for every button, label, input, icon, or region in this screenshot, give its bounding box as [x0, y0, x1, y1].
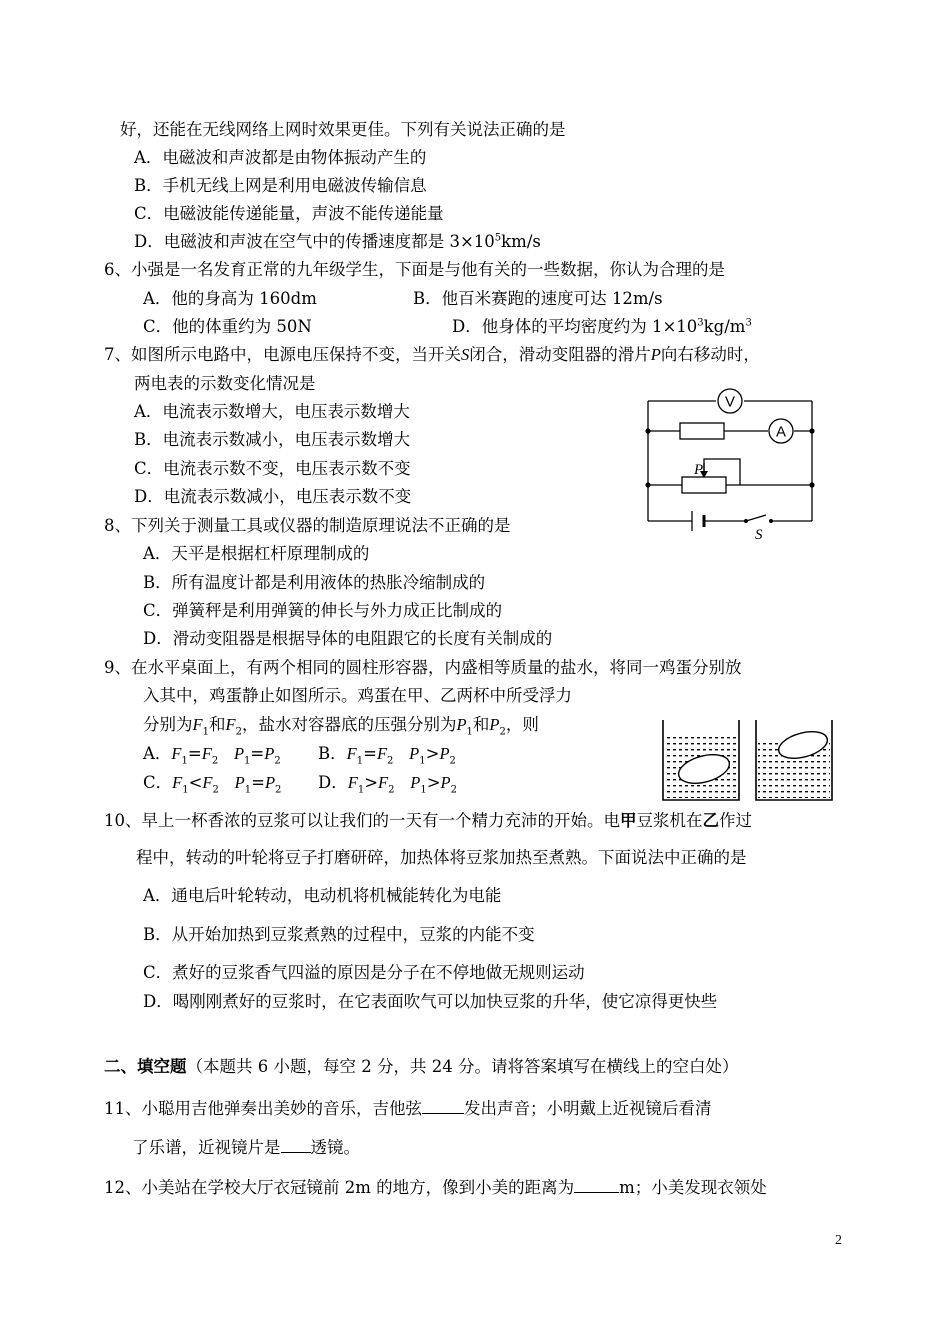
q6-option-d: [452, 317, 752, 337]
junction-dot: [809, 482, 814, 487]
switch-contact-left: [744, 519, 748, 523]
q10-option-a: A．通电后叶轮转动，电动机将机械能转化为电能: [143, 886, 502, 905]
q9-opt-letter: B．: [318, 744, 347, 763]
q9-sub: 2: [499, 726, 506, 738]
voltmeter-label: V: [724, 393, 736, 411]
q9-text: ，则: [505, 715, 539, 734]
q9-text: ，盐水对容器底的压强分别为: [241, 715, 457, 734]
q9-var-p: P: [489, 715, 500, 734]
q9-option-a: [143, 744, 281, 767]
q9-op: =: [187, 744, 202, 763]
q9-var-f: F: [347, 773, 358, 792]
q7-stem: [104, 345, 760, 365]
q7-option-d: D．电流表示数减小，电压表示数不变: [134, 487, 412, 506]
q9-sub: 1: [182, 784, 189, 796]
q9-var-p: P: [264, 744, 275, 763]
q9-sub: 2: [212, 784, 219, 796]
q6-d-exp2: 3: [745, 317, 752, 329]
q9-option-d: [318, 773, 458, 796]
q9-stem-line2: 入其中，鸡蛋静止如图所示。鸡蛋在甲、乙两杯中所受浮力: [143, 686, 572, 705]
q9-text: 和: [208, 715, 226, 734]
q11-text: 发出声音；小明戴上近视镜后看清: [464, 1099, 712, 1118]
q9-opt-letter: D．: [318, 773, 348, 792]
q5-d-unit: km/s: [501, 232, 541, 251]
q9-opt-letter: C．: [143, 773, 173, 792]
q9-sub: 2: [235, 726, 242, 738]
q6-option-a: A．他的身高为 160dm: [143, 289, 317, 308]
q11-line1: [104, 1096, 712, 1119]
q7-option-a: A．电流表示数增大，电压表示数增大: [134, 402, 410, 421]
q9-var-f: F: [378, 773, 389, 792]
q9-var-p: P: [234, 773, 245, 792]
q9-sub: 2: [275, 784, 282, 796]
q9-text: 和: [472, 715, 490, 734]
q9-var-f: F: [171, 744, 182, 763]
q9-op: >: [364, 773, 379, 792]
q12-text: m；小美发现衣领处: [619, 1178, 767, 1197]
q9-sub: 1: [244, 755, 251, 767]
q9-sub: 2: [274, 755, 281, 767]
q7-option-b: B．电流表示数减小，电压表示数增大: [134, 430, 411, 449]
section-note: （本题共 6 小题，每空 2 分，共 24 分。请将答案填写在横线上的空白处）: [186, 1057, 739, 1076]
q10-stem-line1: [104, 811, 752, 831]
q9-opt-letter: A．: [143, 744, 172, 763]
q9-sub: 1: [356, 755, 364, 767]
q9-stem-line1: 9、在水平桌面上，有两个相同的圆柱形容器，内盛相等质量的盐水，将同一鸡蛋分别放: [104, 658, 742, 677]
q7-option-c: C．电流表示数不变，电压表示数不变: [134, 459, 411, 478]
q12-text: 12、小美站在学校大厅衣冠镜前 2m 的地方，像到小美的距离为: [104, 1178, 575, 1197]
q9-var-f: F: [172, 773, 183, 792]
answer-blank[interactable]: [574, 1175, 619, 1193]
q11-text: 透镜。: [310, 1138, 360, 1157]
q9-var-f: F: [376, 744, 388, 763]
q5-d-text: D．电磁波和声波在空气中的传播速度都是 3×10: [134, 232, 495, 251]
q9-op: =: [250, 744, 265, 763]
q11-text: 11、小聪用吉他弹奏出美妙的音乐，吉他弦: [104, 1099, 422, 1118]
q10-text: 豆浆机在: [636, 811, 703, 830]
junction-dot: [645, 482, 650, 487]
q9-var-p: P: [264, 773, 276, 792]
section-heading: [104, 1057, 738, 1077]
q5-option-d: [134, 232, 541, 252]
q9-option-c: [143, 773, 282, 796]
q8-option-d: D．滑动变阻器是根据导体的电阻跟它的长度有关制成的: [143, 629, 553, 648]
q9-var-f: F: [202, 773, 213, 792]
q7-circuit-diagram: [640, 385, 830, 545]
q7-stem-line2: 两电表的示数变化情况是: [134, 374, 316, 393]
q8-option-b: B．所有温度计都是利用液体的热胀冷缩制成的: [143, 573, 486, 592]
q9-sub: 2: [450, 784, 458, 796]
q11-line2: [132, 1135, 360, 1158]
q10-stem-line2: 程中，转动的叶轮将豆子打磨研碎，加热体将豆浆加热至煮熟。下面说法中正确的是: [136, 848, 747, 867]
junction-dot: [809, 428, 814, 433]
slider-label: P: [694, 462, 704, 478]
q5-option-a: A．电磁波和声波都是由物体振动产生的: [134, 148, 427, 167]
q10-text: 作过: [719, 811, 752, 830]
q6-d-exp: 3: [697, 317, 704, 329]
q9-var-f: F: [225, 715, 236, 734]
answer-blank[interactable]: [281, 1135, 311, 1153]
q9-var-f: F: [346, 744, 357, 763]
q10-option-c: C．煮好的豆浆香气四溢的原因是分子在不停地做无规则运动: [143, 963, 585, 982]
q9-sub: 2: [211, 755, 219, 767]
q9-var-f: F: [201, 744, 212, 763]
q6-option-b: B．他百米赛跑的速度可达 12m/s: [413, 289, 663, 308]
q7-var-s: S: [461, 345, 470, 364]
q7-stem-part2: 闭合，滑动变阻器的滑片: [469, 345, 651, 364]
switch-label: S: [755, 527, 763, 543]
q9-sub: 1: [244, 784, 252, 796]
q10-text: 10、早上一杯香浓的豆浆可以让我们的一天有一个精力充沛的开始。电: [104, 811, 620, 830]
q11-text: 了乐谱，近视镜片是: [132, 1138, 281, 1157]
section-title: 二、填空题: [104, 1057, 187, 1076]
q9-stem-line3: [143, 715, 539, 738]
switch-contact-right: [769, 519, 773, 523]
q9-var-p: P: [410, 773, 421, 792]
q5-stem-cont: 好，还能在无线网络上网时效果更佳。下列有关说法正确的是: [120, 120, 566, 139]
q9-var-p: P: [233, 744, 245, 763]
q12-line1: [104, 1175, 767, 1198]
q9-text: 分别为: [143, 715, 193, 734]
q6-stem: 6、小强是一名发育正常的九年级学生，下面是与他有关的一些数据，你认为合理的是: [104, 260, 725, 279]
q9-sub: 2: [387, 755, 394, 767]
q9-sub: 2: [388, 784, 395, 796]
q9-option-b: [318, 744, 456, 767]
junction-dot: [645, 428, 650, 433]
q9-containers-figure: [660, 718, 840, 810]
q9-sub: 1: [357, 784, 365, 796]
q8-option-a: A．天平是根据杠杆原理制成的: [143, 544, 370, 563]
q9-label-yi: 乙: [702, 811, 719, 830]
q9-var-f: F: [192, 715, 203, 734]
q9-sub: 2: [449, 755, 456, 767]
q9-op: >: [425, 744, 440, 763]
q9-label-jia: 甲: [620, 811, 637, 830]
ammeter-label: A: [775, 423, 787, 441]
q9-sub: 1: [202, 726, 209, 738]
q7-stem-part1: 7、如图所示电路中，电源电压保持不变，当开关: [104, 345, 461, 364]
q9-sub: 1: [181, 755, 188, 767]
q8-stem: 8、下列关于测量工具或仪器的制造原理说法不正确的是: [104, 516, 511, 535]
q9-op: <: [188, 773, 203, 792]
q9-op: >: [426, 773, 441, 792]
q9-var-p: P: [440, 773, 451, 792]
q5-option-c: C．电磁波能传递能量，声波不能传递能量: [134, 204, 444, 223]
q9-var-p: P: [456, 715, 467, 734]
q9-sub: 1: [466, 726, 473, 738]
page-number: 2: [835, 1233, 842, 1248]
q7-var-p: P: [650, 345, 661, 364]
q6-d-unit: kg/m: [703, 317, 746, 336]
q9-var-p: P: [409, 744, 420, 763]
q5-d-exp: 5: [494, 232, 502, 244]
q8-option-c: C．弹簧秤是利用弹簧的伸长与外力成正比制成的: [143, 601, 503, 620]
q7-stem-part3: 向右移动时，: [660, 345, 760, 364]
q6-d-text: D．他身体的平均密度约为 1×10: [452, 317, 698, 336]
q9-sub: 1: [419, 755, 426, 767]
answer-blank[interactable]: [422, 1096, 464, 1114]
q5-option-b: B．手机无线上网是利用电磁波传输信息: [134, 176, 427, 195]
q9-sub: 1: [420, 784, 427, 796]
q10-option-d: D．喝刚刚煮好的豆浆时，在它表面吹气可以加快豆浆的升华，使它凉得更快些: [143, 992, 718, 1011]
q9-var-p: P: [439, 744, 450, 763]
q6-option-c: C．他的体重约为 50N: [143, 317, 312, 336]
q10-option-b: B．从开始加热到豆浆煮熟的过程中，豆浆的内能不变: [143, 925, 535, 944]
q9-op: =: [363, 744, 377, 763]
q9-op: =: [251, 773, 265, 792]
